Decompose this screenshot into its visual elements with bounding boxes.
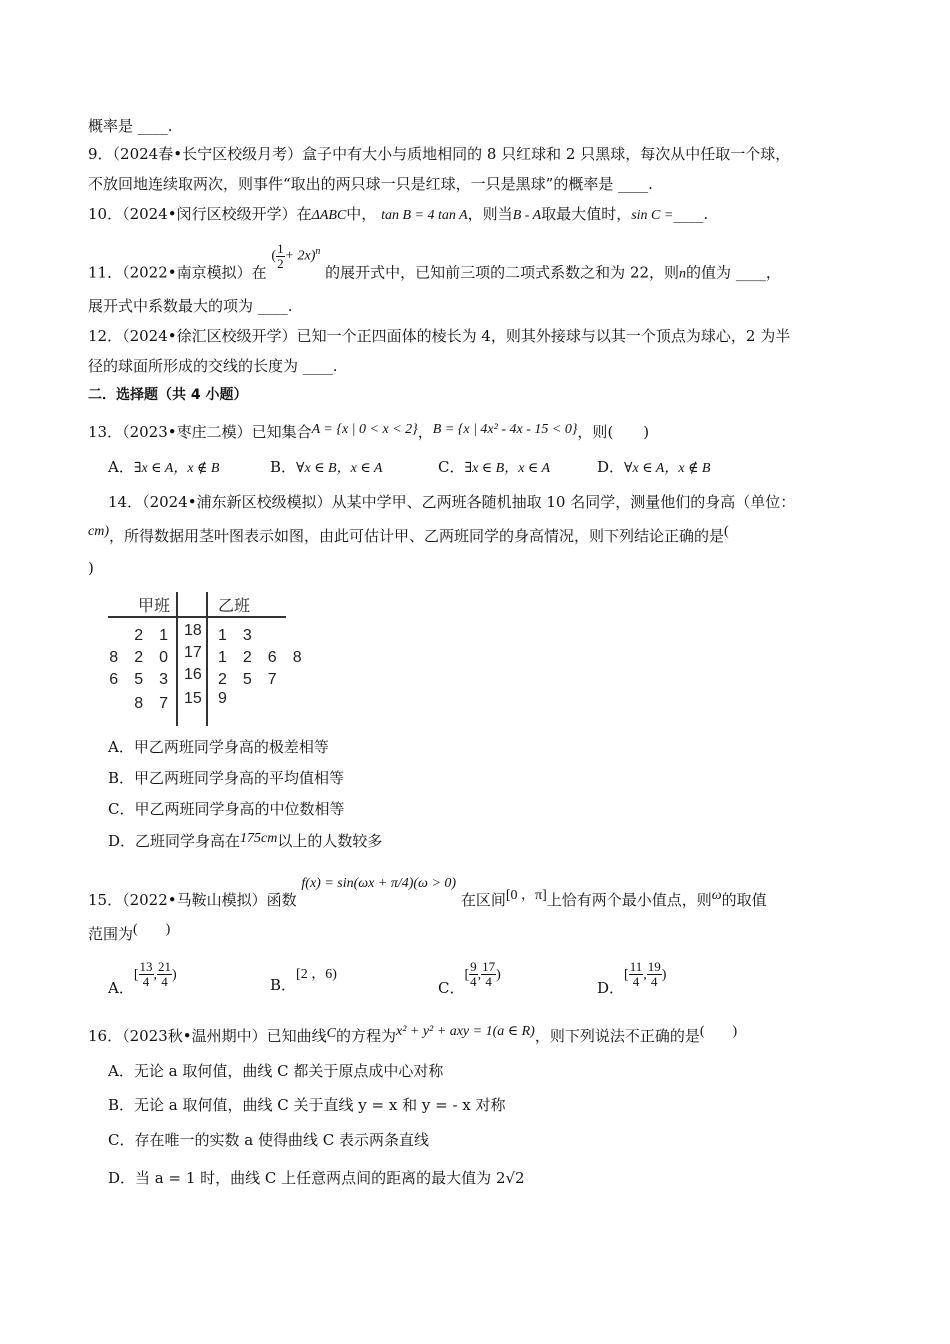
q14-line1: 14．（2024•浦东新区校级模拟）从某中学甲、乙两班各随机抽取 10 名同学，测量他们的身高（单位： — [108, 493, 796, 511]
stem: 15 — [184, 690, 202, 707]
option-label: B． — [108, 769, 135, 787]
q16-option-a[interactable] — [108, 1060, 443, 1081]
fraction — [647, 960, 662, 989]
q15-line2 — [88, 924, 170, 946]
q15-post2: 的取值 — [721, 891, 767, 909]
q10-sinc: sin C = — [631, 208, 674, 223]
q11-expression: ( $\frac{1}{2}$ + 2x)$^n$ — [271, 241, 321, 271]
leaf-left: 8 7 — [134, 695, 168, 712]
q15-text: 范围为 — [88, 925, 134, 943]
q11-expr-rest: + 2x) — [284, 248, 316, 264]
q15-option-c[interactable]: C．[ $\frac{9}{4}$ , $\frac{17}{4}$ ) — [438, 959, 501, 997]
option-label: A． — [108, 458, 134, 476]
q13-line — [88, 422, 649, 444]
q10-blank: ____ — [673, 205, 704, 223]
option-label: C． — [108, 800, 135, 818]
q11-pre: 11．（2022•南京模拟）在 — [88, 263, 267, 282]
q11-end: . — [287, 297, 293, 315]
right-header: 乙班 — [218, 598, 251, 615]
q11-line1 — [88, 241, 781, 289]
q15-omega: ω — [711, 888, 722, 903]
q12-line1: 12．（2024•徐汇区校级开学）已知一个正四面体的棱长为 4，则其外接球与以其一个顶点为球心，2 为半 — [88, 327, 791, 345]
q11-blank2: ____ — [257, 297, 288, 315]
q11-comma: ， — [765, 263, 781, 282]
q10-pre: 10．（2024•闵行区校级开学）在 — [88, 205, 312, 223]
q15-pre: 15．（2022•马鞍山模拟）函数 — [88, 891, 297, 909]
q9-blank: ____ — [618, 175, 649, 193]
q13-set-a: A = {x | 0 < x < 2} — [311, 422, 418, 437]
option-label: D． — [597, 978, 625, 997]
option-label: A． — [108, 978, 134, 997]
q13-option-d[interactable] — [597, 456, 711, 477]
q15-paren: ( ) — [133, 922, 171, 937]
q8-tail — [88, 116, 173, 136]
option-text: 甲乙两班同学身高的极差相等 — [133, 738, 329, 756]
option-text: ∀x ∈ B，x ∈ A — [296, 461, 383, 476]
frac-num: 13 — [139, 959, 153, 974]
option-label: B． — [270, 458, 297, 476]
stem: 16 — [184, 666, 202, 683]
option-bracket: [ — [133, 967, 139, 983]
option-text: 无论 a 取何值，曲线 C 关于直线 y = x 和 y = - x 对称 — [134, 1096, 506, 1114]
q14-option-c[interactable] — [108, 798, 345, 819]
q8-text: 概率是 — [88, 117, 134, 135]
header-rule — [108, 616, 286, 618]
option-label: D． — [108, 832, 136, 850]
leaf-left: 8 2 0 — [109, 649, 168, 666]
option-math: 175cm — [240, 831, 278, 846]
option-text2: 以上的人数较多 — [277, 832, 383, 850]
q10-mid3: 取最大值时， — [541, 205, 632, 223]
q11-frac-num: 1 — [277, 241, 284, 256]
option-text: ∀x ∈ A，x ∉ B — [624, 461, 711, 476]
frac-den: 4 — [470, 974, 477, 989]
q13-option-b[interactable] — [270, 456, 383, 477]
q15-mid: 在区间 — [460, 891, 506, 909]
q13-pre: 13．（2023•枣庄二模）已知集合 — [88, 423, 312, 441]
option-bracket: [ — [624, 967, 629, 983]
q13-post: ，则 — [577, 423, 608, 441]
q10-triangle: ΔABC — [311, 208, 347, 223]
option-text: 当 a = 1 时，曲线 C 上任意两点间的距离的最大值为 2√2 — [135, 1169, 525, 1187]
q9-line2 — [88, 174, 653, 194]
q12-end: . — [332, 357, 338, 375]
option-label: C． — [438, 978, 465, 997]
fraction — [629, 960, 644, 989]
q16-post: ，则下列说法不正确的是 — [534, 1027, 700, 1045]
option-label: D． — [597, 458, 625, 476]
frac-num: 9 — [470, 959, 477, 974]
q16-line — [88, 1026, 737, 1048]
divider-left — [176, 592, 178, 726]
q15-interval: [0 ，π] — [505, 888, 547, 903]
frac-den: 4 — [142, 974, 150, 989]
fraction — [469, 960, 478, 989]
q9-end: . — [648, 175, 653, 193]
q15-option-a[interactable]: A．[ $\frac{13}{4}$ , $\frac{21}{4}$ ) — [108, 959, 177, 997]
stem: 17 — [184, 644, 202, 661]
q13-option-c[interactable] — [438, 456, 550, 477]
q15-post: 上恰有两个最小值点，则 — [546, 891, 712, 909]
option-bracket: [ — [464, 967, 470, 983]
q12-blank: ____ — [302, 357, 333, 375]
q11-mid: 的展开式中，已知前三项的二项式系数之和为 22，则 — [325, 263, 680, 282]
option-label: A． — [108, 1062, 134, 1080]
q10-line — [88, 204, 708, 226]
q13-option-a[interactable] — [108, 456, 219, 477]
q14-line2 — [88, 526, 729, 548]
q14-option-a[interactable] — [108, 736, 329, 757]
stem-leaf-plot — [108, 592, 302, 727]
option-label: D． — [108, 1169, 136, 1187]
q11-line2 — [88, 296, 293, 316]
stem: 18 — [184, 622, 202, 639]
option-text: 无论 a 取何值，曲线 C 都关于原点成中心对称 — [133, 1062, 444, 1080]
frac-den: 4 — [485, 974, 492, 989]
frac-num: 17 — [482, 959, 496, 974]
q14-option-b[interactable] — [108, 767, 344, 788]
q11-frac-den: 2 — [277, 256, 284, 271]
q16-option-c[interactable] — [108, 1129, 429, 1150]
option-label: B． — [270, 976, 297, 994]
frac-num: 19 — [647, 959, 661, 974]
q11-n: n — [679, 266, 687, 282]
q11-mid2: 的值为 — [686, 263, 732, 282]
q15-option-d[interactable]: D．[ $\frac{11}{4}$ , $\frac{19}{4}$ ) — [597, 959, 667, 997]
q14-unit: cm) — [88, 524, 109, 539]
q16-mid: 的方程为 — [335, 1027, 396, 1045]
q13-paren: ( ) — [607, 423, 650, 441]
q11-text2: 展开式中系数最大的项为 — [88, 297, 254, 315]
q11-fraction — [276, 242, 285, 271]
left-header: 甲班 — [138, 598, 171, 615]
leaf-right: 9 — [218, 690, 227, 707]
q10-mid2: ，则当 — [467, 205, 513, 223]
q10-end: . — [703, 205, 709, 223]
frac-num: 11 — [629, 959, 643, 974]
q16-option-b[interactable] — [108, 1094, 506, 1115]
q15-function: f(x) = sin(ωx + π/4)(ω > 0) — [301, 876, 457, 891]
leaf-left: 6 5 3 — [109, 671, 168, 688]
fraction — [157, 960, 172, 989]
q16-pre: 16．（2023秋•温州期中）已知曲线 — [88, 1027, 327, 1045]
q16-paren: ( ) — [699, 1024, 738, 1039]
option-text: 甲乙两班同学身高的平均值相等 — [134, 769, 345, 787]
option-text: ∃x ∈ B，x ∈ A — [464, 461, 551, 476]
option-bracket: ) — [496, 967, 501, 983]
option-label: B． — [108, 1096, 135, 1114]
q15-line1 — [88, 876, 767, 912]
q16-c: C — [326, 1026, 336, 1041]
divider-right — [206, 592, 208, 726]
q10-diff: B - A — [512, 208, 542, 223]
option-text: 甲乙两班同学身高的中位数相等 — [134, 800, 345, 818]
q13-set-b: B = {x | 4x² - 4x - 15 < 0} — [432, 422, 578, 437]
option-label: C． — [108, 1131, 135, 1149]
fraction — [139, 960, 154, 989]
q10-equation: tan B = 4 tan A — [381, 208, 468, 223]
frac-den: 4 — [650, 974, 658, 989]
fraction — [481, 960, 496, 989]
q10-mid1: 中， — [346, 205, 377, 223]
frac-num: 21 — [158, 959, 172, 974]
section-heading: 二．选择题（共 4 小题） — [88, 387, 248, 403]
option-text: 存在唯一的实数 a 使得曲线 C 表示两条直线 — [134, 1131, 429, 1149]
q11-exponent: n — [315, 246, 321, 258]
q12-line2 — [88, 356, 338, 376]
q14-paren-open: ( — [724, 524, 729, 539]
q12-text: 径的球面所形成的交线的长度为 — [88, 357, 299, 375]
option-text: [2 ，6) — [296, 967, 337, 982]
option-bracket: ) — [172, 967, 177, 983]
option-label: A． — [108, 738, 134, 756]
leaf-right: 1 2 6 8 — [218, 649, 302, 666]
leaf-right: 1 3 — [218, 627, 252, 644]
q16-option-d[interactable] — [108, 1167, 525, 1188]
q11-blank1: ____ — [735, 263, 766, 282]
q16-equation: x² + y² + axy = 1(a ∈ R) — [395, 1024, 535, 1039]
option-text: 乙班同学身高在 — [135, 832, 241, 850]
q14-text: ，所得数据用茎叶图表示如图，由此可估计甲、乙两班同学的身高情况，则下列结论正确的是 — [109, 527, 725, 545]
q8-blank: ____ — [137, 117, 168, 135]
option-label: C． — [438, 458, 465, 476]
q13-comma: ， — [417, 423, 433, 441]
leaf-left: 2 1 — [134, 627, 168, 644]
q9-line1: 9．（2024春•长宁区校级月考）盒子中有大小与质地相同的 8 只红球和 2 只黑球，每次从中任取一个球， — [88, 145, 791, 163]
q9-text: 不放回地连续取两次，则事件“取出的两只球一只是红球，一只是黑球”的概率是 — [88, 175, 614, 193]
leaf-right: 2 5 7 — [218, 671, 277, 688]
option-bracket: ) — [661, 967, 667, 983]
frac-den: 4 — [632, 974, 640, 989]
q14-option-d[interactable] — [108, 830, 382, 851]
q14-line3: ) — [88, 559, 94, 577]
frac-den: 4 — [161, 974, 168, 989]
q8-end: . — [167, 117, 173, 135]
q15-option-b[interactable] — [270, 960, 337, 994]
option-text: ∃x ∈ A，x ∉ B — [133, 461, 220, 476]
